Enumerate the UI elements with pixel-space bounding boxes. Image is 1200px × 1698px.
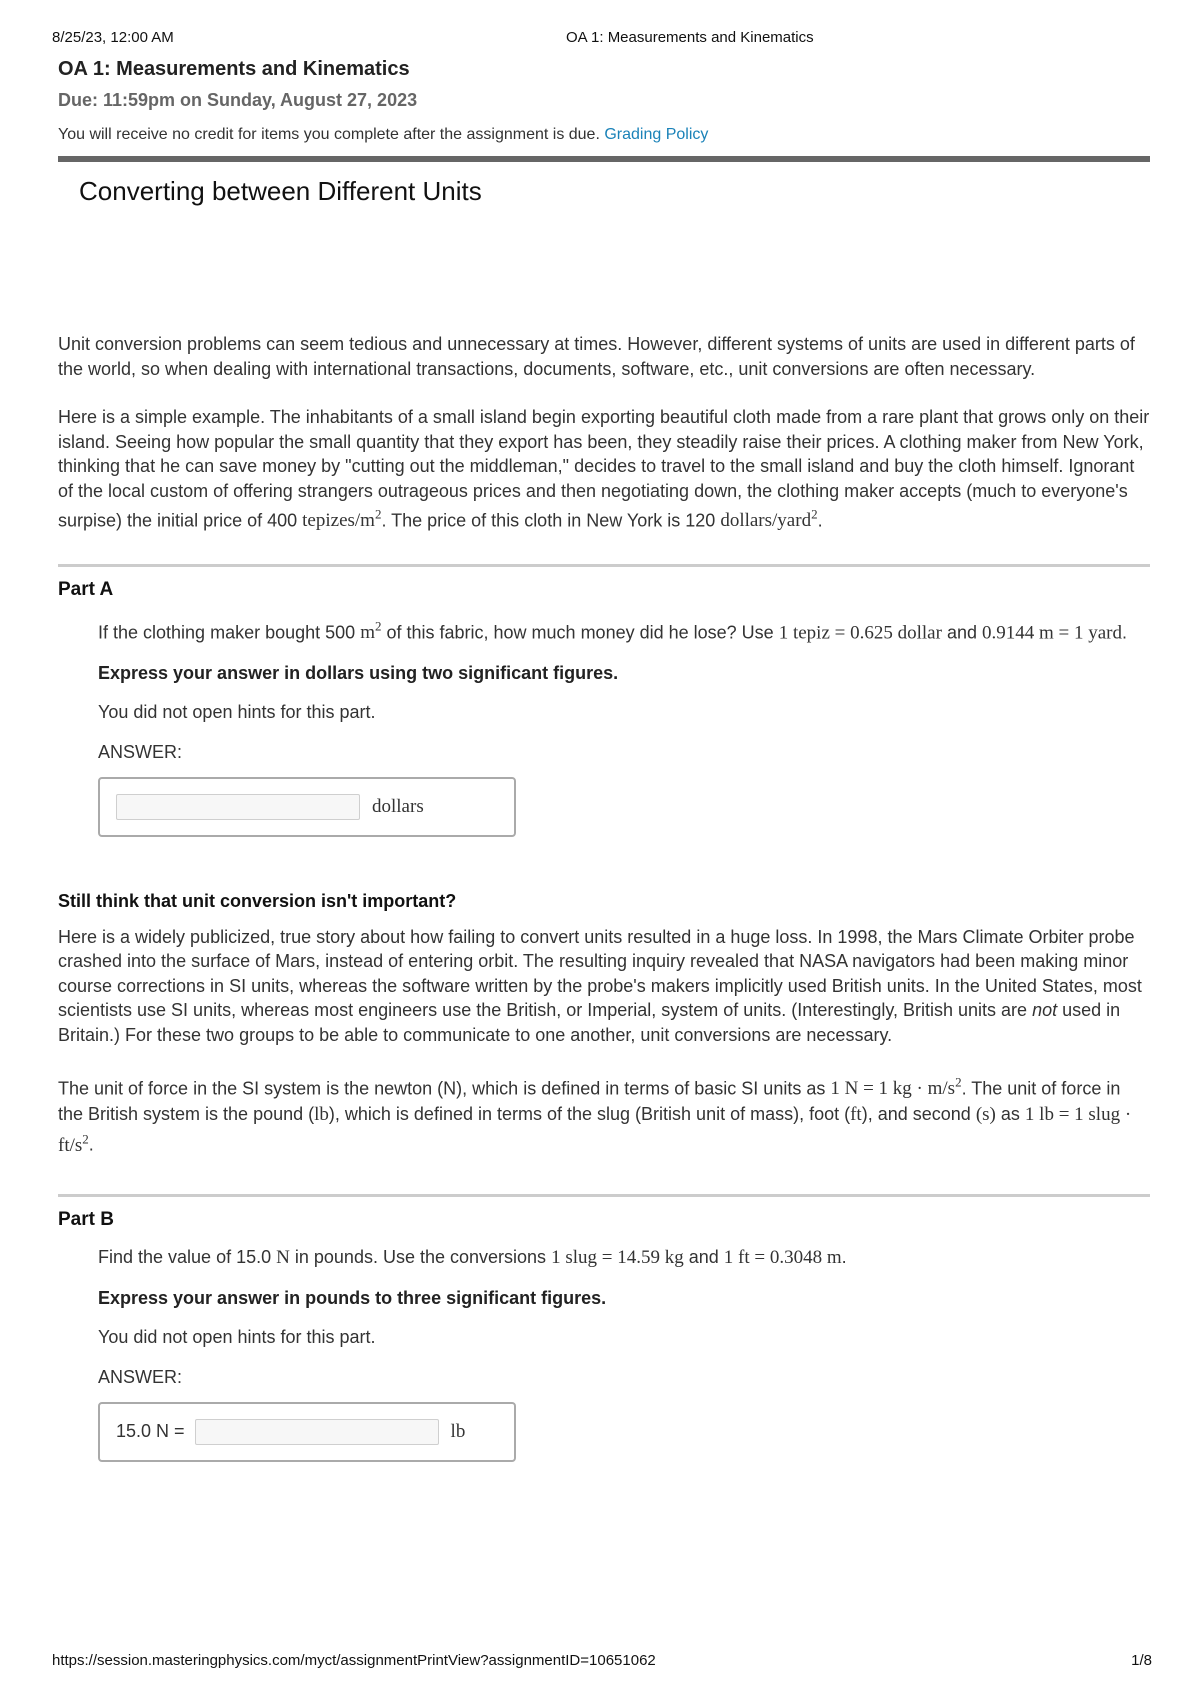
math-lb: lb [314,1103,329,1125]
math-yard-conversion: 0.9144 m = 1 yard [982,622,1123,644]
math-newton-definition: 1 N = 1 kg · $m/s^2$ [830,1075,962,1100]
due-date: Due: 11:59pm on Sunday, August 27, 2023 [58,90,418,110]
problem-title: Converting between Different Units [79,176,482,206]
math-s: (s) [975,1103,996,1125]
print-page-title: OA 1: Measurements and Kinematics [566,29,814,46]
math-ft: ft [850,1103,862,1125]
math-tepiz-conversion: 1 tepiz = 0.625 dollar [778,622,942,644]
emphasis-not: not [1032,1000,1058,1021]
part-a-question: If the clothing maker bought 500 $m^2$ of this fabric, how much money did he lose? Use 1 tepiz = 0.625 dollar and 0.9144 m = 1 yard. [98,618,1128,644]
part-a-body [98,615,1150,837]
part-a-answer-input[interactable] [116,794,360,820]
part-a-answer-box [98,777,516,837]
math-newton-unit: N [276,1247,290,1269]
part-a-divider [58,564,1150,567]
math-foot-conversion: 1 ft = 0.3048 m [723,1247,842,1269]
grading-policy-link[interactable]: Grading Policy [604,126,709,143]
part-b-question: Find the value of 15.0 N in pounds. Use the conversions 1 slug = 14.59 kg and 1 ft = 0.3048 m. [98,1247,847,1269]
header-divider [58,156,1150,162]
story-paragraph-1: Here is a widely publicized, true story about how failing to convert units resulted in a huge loss. In 1998, the Mars Climate Orbiter probe crashed into the surface of Mars, instead of entering orbit. The resulting inquiry revealed that NASA navigators had been making minor course corrections in SI units, whereas the software written by the probe's makers implicitly used British units. In the United States, most scientists use SI units, whereas most engineers use the British, or Imperial, system of units. (Interestingly, British units are not used in Britain.) For these two groups to be able to communicate to one another, unit conversions are necessary. [58,926,1142,1045]
late-notice [58,124,1150,146]
page-number: 1/8 [1131,1652,1152,1669]
part-a-title: Part A [58,578,114,600]
math-pound-definition: 1 lb = 1 slug · $ft/s^2$ [58,1103,1132,1156]
part-b-answer-unit: lb [450,1420,466,1442]
late-notice-text: You will receive no credit for items you complete after the assignment is due. [58,126,600,143]
assignment-content [58,56,1150,1462]
math-price-newyork: dollars/yard$^2$ [720,507,818,532]
story-heading: Still think that unit conversion isn't important? [58,890,457,911]
part-b-answer-box [98,1402,516,1462]
intro-paragraph-2: Here is a simple example. The inhabitants of a small island begin exporting beautiful cloth made from a rare plant that grows only on their island. Seeing how popular the small quantity that they export has been, they steadily raise their prices. A clothing maker from New York, thinking that he can save money by "cutting out the middleman," decides to travel to the small island and buy the cloth himself. Ignorant of the local custom of offering strangers outrageous prices and then negotiating down, the clothing maker accepts (much to everyone's surpise) the initial price of 400 tepizes/$m^2$. The price of this cloth in New York is 120 dollars/yard$^2$. [58,407,1150,532]
part-b-body [98,1245,1150,1462]
print-url: https://session.masteringphysics.com/myct/assignmentPrintView?assignmentID=10651062 [52,1652,656,1669]
part-b-instruction: Express your answer in pounds to three significant figures. [98,1287,607,1308]
intro-paragraph-1: Unit conversion problems can seem tedious and unnecessary at times. However, different systems of units are used in different parts of the world, so when dealing with international transactions, documents, software, etc., unit conversions are often necessary. [58,334,1135,379]
math-price-island: tepizes/$m^2$ [302,507,382,532]
part-b-divider [58,1194,1150,1197]
story-paragraph-2: The unit of force in the SI system is the newton (N), which is defined in terms of basic SI units as 1 N = 1 kg · $m/s^2$. The unit of force in the British system is the pound (lb), which is defined in terms of the slug (British unit of mass), foot (ft), and second (s) as 1 lb = 1 slug · $ft/s^2$. [58,1075,1132,1156]
assignment-title: OA 1: Measurements and Kinematics [58,58,410,80]
part-b-answer-prefix: 15.0 N = [116,1421,185,1442]
part-b-hints-status: You did not open hints for this part. [98,1326,376,1347]
part-a-instruction: Express your answer in dollars using two significant figures. [98,662,619,683]
part-a-hints-status: You did not open hints for this part. [98,701,376,722]
part-b-answer-input[interactable] [195,1419,439,1445]
part-b-title: Part B [58,1209,114,1231]
part-a-answer-unit: dollars [372,795,424,817]
print-date: 8/25/23, 12:00 AM [52,29,174,46]
math-slug-conversion: 1 slug = 14.59 kg [551,1247,684,1269]
math-area: $m^2$ [360,618,382,644]
part-a-answer-label: ANSWER: [98,741,183,762]
part-b-answer-label: ANSWER: [98,1366,183,1387]
